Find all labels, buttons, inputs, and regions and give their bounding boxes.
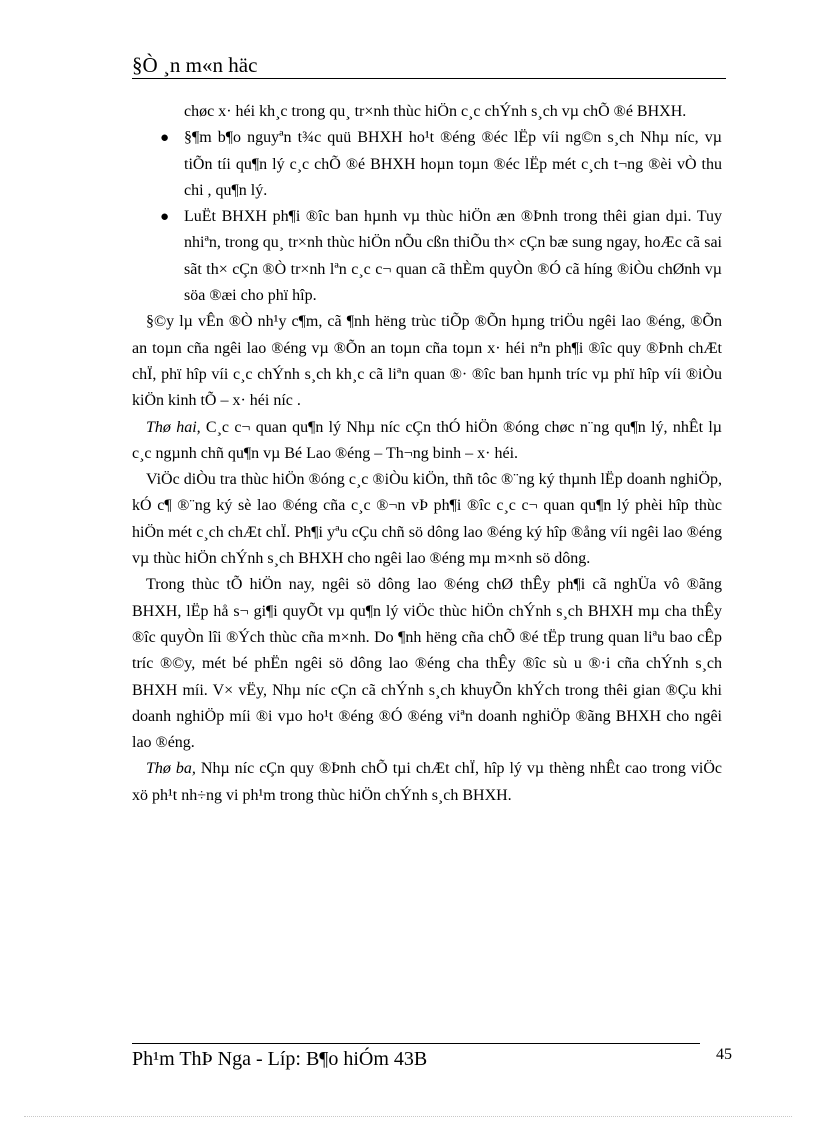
paragraph-3: ViÖc diÒu tra thùc hiÖn ®óng c¸c ®iÒu kiÖn, thñ tôc ®¨ng ký thµnh lËp doanh nghiÖp, kÓ c¶ ®¨ng ký sè lao ®éng cña c¸c ®¬n vÞ ph¶i ®îc c¸c c¬ quan qu¶n lý phèi hîp thùc hiÖn mét c¸ch chÆt chÏ. Ph¶i yªu cÇu chñ sö dông lao ®éng ký hîp ®ång víi ngêi lao ®éng vµ thùc hiÖn chÝnh s¸ch BHXH cho ngêi lao ®éng mµ m×nh sö dông. (132, 471, 722, 568)
bullet-dot-icon: ● (160, 130, 170, 147)
paragraph-5 (132, 756, 722, 809)
bullet-text-2: LuËt BHXH ph¶i ®îc ban hµnh vµ thùc hiÖn æn ®Þnh trong thêi gian dµi. Tuy nhiªn, trong qu¸ tr×nh thùc hiÖn nÕu cßn thiÕu th× cÇn bæ sung ngay, hoÆc cã sai sãt th× cÇn ®Ò tr×nh lªn c¸c c¬ quan cã thÈm quyÒn ®Ó cã híng ®iÒu chØnh vµ söa ®æi cho phï hîp. (184, 208, 722, 305)
bullet-list (132, 125, 722, 309)
bullet-dot-icon: ● (160, 209, 170, 226)
bullet-item-1 (132, 125, 722, 204)
document-body (132, 99, 722, 809)
paragraph-4: Trong thùc tÕ hiÖn nay, ngêi sö dông lao ®éng chØ thÊy ph¶i cã nghÜa vô ®ãng BHXH, lËp hå s¬ gi¶i quyÕt vµ qu¶n lý viÖc thùc hiÖn chÝnh s¸ch BHXH mµ cha thÊy ®îc quyÒn lîi ®Ých thùc cña m×nh. Do ¶nh hëng cña chÕ ®é tËp trung quan liªu bao cÊp tríc ®©y, mét bé phËn ngêi sö dông lao ®éng cha thÊy ®îc sù u ®·i cña chÝnh s¸ch BHXH míi. V× vËy, Nhµ níc cÇn cã chÝnh s¸ch khuyÕn khÝch trong thêi gian ®Çu khi doanh nghiÖp míi ®i vµo ho¹t ®éng ®Ó ®éng viªn doanh nghiÖp ®ãng BHXH cho ngêi lao ®éng. (132, 576, 722, 752)
paragraph-5-lead: Thø ba, (146, 760, 196, 778)
paragraph-1: §©y lµ vÊn ®Ò nh¹y c¶m, cã ¶nh hëng trùc tiÕp ®Õn hµng triÖu ngêi lao ®éng, ®Õn an toµn cña ngêi lao ®éng vµ ®Õn an toµn cña toµn x· héi nªn ph¶i ®îc quy ®Þnh chÆt chÏ, phï hîp víi c¸c chÝnh s¸ch kh¸c cã liªn quan ®· ®îc ban hµnh tríc vµ phï hîp víi ®iÒu kiÖn kinh tÕ – x· héi níc . (132, 313, 722, 410)
paragraph-5-text: Nhµ níc cÇn quy ®Þnh chÕ tµi chÆt chÏ, hîp lý vµ thèng nhÊt cao trong viÖc xö ph¹t nh÷ng vi ph¹m trong thùc hiÖn chÝnh s¸ch BHXH. (132, 760, 722, 804)
footer-author: Ph¹m ThÞ Nga - Líp: B¶o hiÓm 43B (132, 1048, 428, 1070)
bullet-item-2 (132, 204, 722, 309)
page-header-title: §Ò ¸n m«n häc (132, 53, 258, 77)
footer-divider (132, 1043, 700, 1044)
page-number: 45 (716, 1046, 732, 1063)
page-bottom-dotted-border (24, 1116, 792, 1117)
paragraph-2-text: C¸c c¬ quan qu¶n lý Nhµ níc cÇn thÓ hiÖn ®óng chøc n¨ng qu¶n lý, nhÊt lµ c¸c ngµnh chñ qu¶n vµ Bé Lao ®éng – Th¬ng binh – x· héi. (132, 418, 722, 462)
paragraph-2 (132, 415, 722, 468)
bullet-text-1: §¶m b¶o nguyªn t¾c quü BHXH ho¹t ®éng ®éc lËp víi ng©n s¸ch Nhµ níc, vµ tiÕn tíi qu¶n lý c¸c chÕ ®é BHXH hoµn toµn ®éc lËp mét c¸ch t¬ng ®èi vÒ thu chi , qu¶n lý. (184, 129, 722, 199)
header-divider (132, 78, 726, 79)
paragraph-continuation: chøc x· héi kh¸c trong qu¸ tr×nh thùc hiÖn c¸c chÝnh s¸ch vµ chÕ ®é BHXH. (184, 103, 687, 120)
paragraph-2-lead: Thø hai, (146, 418, 201, 436)
